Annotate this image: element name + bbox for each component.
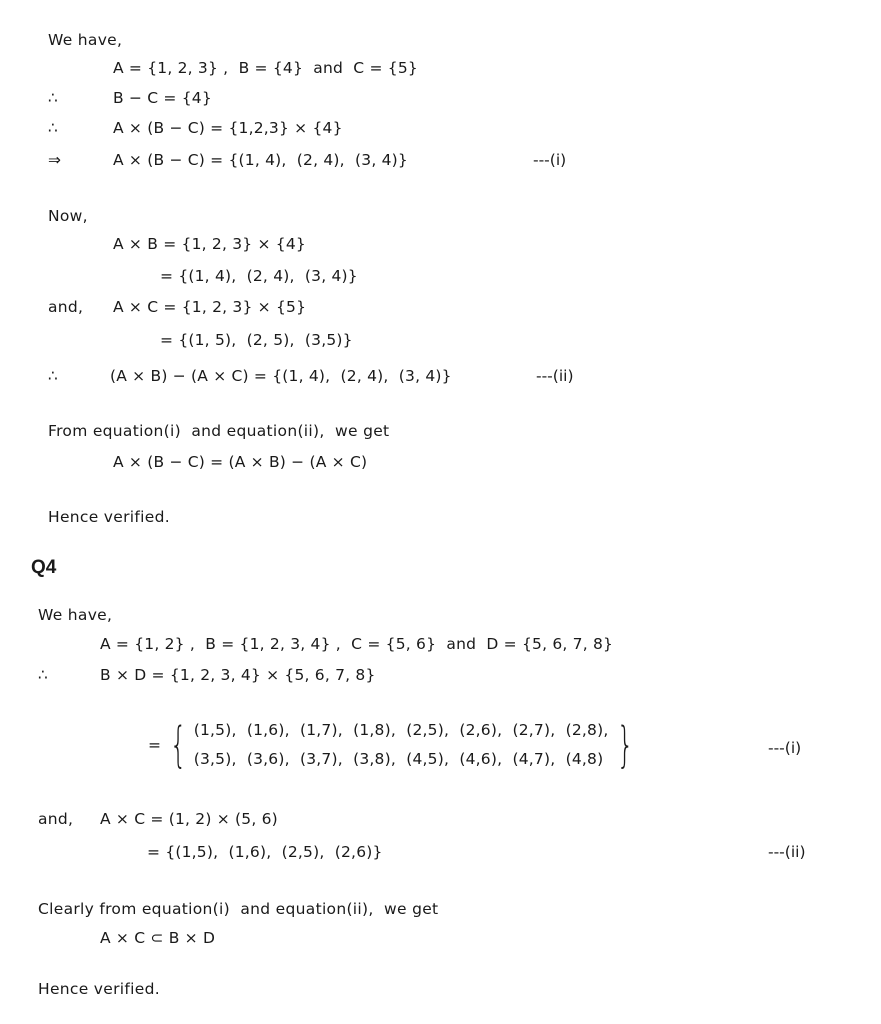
and-text: and,: [48, 298, 84, 316]
and-text: and,: [38, 810, 74, 828]
subset-result: A × C ⊂ B × D: [100, 929, 216, 947]
we-have-text: We have,: [48, 31, 123, 49]
equation-tag-i: ---(i): [533, 151, 567, 169]
equation-tag-ii: ---(ii): [768, 843, 806, 861]
b-cross-d-step: B × D = {1, 2, 3, 4} × {5, 6, 7, 8}: [100, 666, 376, 684]
equation-tag-ii: ---(ii): [536, 367, 574, 385]
a-cross-b-step: A × B = {1, 2, 3} × {4}: [113, 235, 306, 253]
a-cross-c-step: A × C = {1, 2, 3} × {5}: [113, 298, 307, 316]
therefore-symbol: ∴: [48, 119, 59, 137]
left-brace: {: [170, 717, 187, 773]
from-equations-text: From equation(i) and equation(ii), we get: [48, 422, 390, 440]
question-heading: Q4: [31, 557, 57, 578]
now-text: Now,: [48, 207, 88, 225]
we-have-text: We have,: [38, 606, 113, 624]
b-minus-c: B − C = {4}: [113, 89, 212, 107]
equals-sign: =: [148, 736, 162, 754]
therefore-symbol: ∴: [48, 89, 59, 107]
a-cross-c-step: A × C = (1, 2) × (5, 6): [100, 810, 278, 828]
given-sets: A = {1, 2, 3} , B = {4} and C = {5}: [113, 59, 418, 77]
matrix-row-2: (3,5), (3,6), (3,7), (3,8), (4,5), (4,6), (4,7), (4,8): [193, 750, 604, 768]
verified-identity: A × (B − C) = (A × B) − (A × C): [113, 453, 368, 471]
clearly-text: Clearly from equation(i) and equation(ii), we get: [38, 900, 439, 918]
given-sets: A = {1, 2} , B = {1, 2, 3, 4} , C = {5, 6} and D = {5, 6, 7, 8}: [100, 635, 614, 653]
therefore-symbol: ∴: [38, 666, 49, 684]
b-cross-d-matrix: [148, 716, 641, 774]
a-cross-b-result: = {(1, 4), (2, 4), (3, 4)}: [160, 267, 358, 285]
a-cross-b-minus-c-step: A × (B − C) = {1,2,3} × {4}: [113, 119, 343, 137]
hence-verified-text: Hence verified.: [48, 508, 170, 526]
a-cross-c-result: = {(1, 5), (2, 5), (3,5)}: [160, 331, 353, 349]
equation-tag-i: ---(i): [768, 739, 802, 757]
a-cross-b-minus-c-result: A × (B − C) = {(1, 4), (2, 4), (3, 4)}: [113, 151, 408, 169]
right-brace: }: [617, 717, 635, 773]
hence-verified-text: Hence verified.: [38, 980, 160, 998]
difference-result: (A × B) − (A × C) = {(1, 4), (2, 4), (3, 4)}: [110, 367, 452, 385]
implies-symbol: ⇒: [48, 151, 62, 169]
therefore-symbol: ∴: [48, 367, 59, 385]
a-cross-c-result: = {(1,5), (1,6), (2,5), (2,6)}: [147, 843, 383, 861]
matrix-row-1: (1,5), (1,6), (1,7), (1,8), (2,5), (2,6), (2,7), (2,8),: [193, 721, 609, 739]
matrix-rows: [194, 716, 609, 774]
